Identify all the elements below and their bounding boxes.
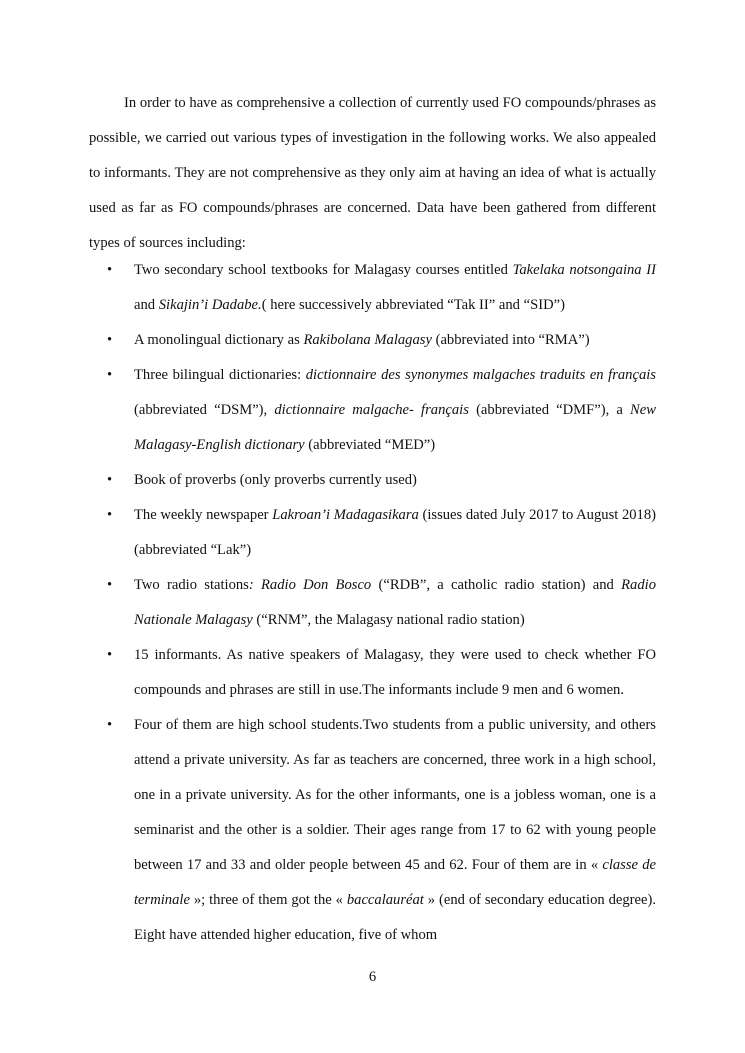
text-run: Two secondary school textbooks for Malagasy courses entitled	[134, 262, 513, 278]
text-run: In order to have as comprehensive a collection of currently used FO compounds/phrases as possible, we carried out various types of investigation in the following works. We also appealed to informants. They are not comprehensive as they only aim at having an idea of what is actually used as far as FO compounds/phrases are concerned. Data have been gathered from different types of sources including:	[89, 95, 656, 251]
list-item-text	[134, 717, 656, 943]
text-run: (“RDB”, a catholic radio station) and	[371, 577, 622, 593]
list-item	[89, 498, 656, 568]
italic-text: baccalauréat	[346, 892, 424, 908]
bullet-icon: •	[107, 367, 113, 383]
list-item	[89, 708, 656, 953]
page-number: 6	[368, 969, 377, 985]
list-item	[89, 323, 656, 358]
intro-paragraph	[89, 86, 656, 261]
italic-text: Sikajin’i Dadabe.	[158, 297, 262, 313]
list-item-text	[134, 472, 417, 488]
bullet-icon: •	[107, 262, 113, 278]
text-run: (issues dated July 2017 to August 2018) (abbreviated “Lak”)	[134, 507, 656, 558]
italic-text: Takelaka notsongaina II	[512, 262, 656, 278]
list-item	[89, 638, 656, 708]
italic-text: Rakibolana Malagasy	[303, 332, 432, 348]
list-item-text	[134, 507, 656, 558]
text-run: (abbreviated into “RMA”)	[431, 332, 590, 348]
bullet-icon: •	[107, 332, 113, 348]
text-run: (abbreviated “DSM”),	[134, 402, 275, 418]
italic-text: : Radio Don Bosco	[248, 577, 372, 593]
text-run: The weekly newspaper	[134, 507, 273, 523]
bullet-icon: •	[107, 717, 113, 733]
italic-text: classe de terminale	[134, 857, 656, 908]
list-item	[89, 463, 656, 498]
italic-text: dictionnaire malgache- français	[274, 402, 469, 418]
list-item-text	[134, 332, 590, 348]
list-item-text	[134, 367, 656, 453]
list-item-text	[134, 647, 656, 698]
bullet-icon: •	[107, 507, 113, 523]
list-item-text	[134, 577, 656, 628]
list-item	[89, 253, 656, 323]
text-run: (abbreviated “DMF”), a	[468, 402, 631, 418]
list-item	[89, 568, 656, 638]
bullet-icon: •	[107, 472, 113, 488]
italic-text: Radio Nationale Malagasy	[134, 577, 657, 628]
bullet-icon: •	[107, 577, 113, 593]
text-run: A monolingual dictionary as	[134, 332, 304, 348]
italic-text: dictionnaire des synonymes malgaches traduits en français	[305, 367, 656, 383]
list-item-text	[134, 262, 656, 313]
text-run: Four of them are high school students.Two students from a public university, and others attend a private university. As far as teachers are concerned, three work in a high school, one in a private university. As for the other informants, one is a jobless woman, one is a seminarist and the other is a soldier. Their ages range from 17 to 62 with young people between 17 and 33 and older people between 45 and 62. Four of them are in «	[134, 717, 656, 873]
text-run: Two radio stations	[134, 577, 249, 593]
text-run: ( here successively abbreviated “Tak II” and “SID”)	[261, 297, 565, 313]
source-list	[89, 253, 656, 953]
text-run: and	[134, 297, 159, 313]
text-run: (“RNM”, the Malagasy national radio station)	[252, 612, 525, 628]
text-run: » (end of secondary education degree). Eight have attended higher education, five of whom	[134, 892, 656, 943]
text-run: 15 informants. As native speakers of Malagasy, they were used to check whether FO compounds and phrases are still in use.The informants include 9 men and 6 women.	[134, 647, 656, 698]
text-run: Book of proverbs (only proverbs currently used)	[134, 472, 417, 488]
text-run: (abbreviated “MED”)	[304, 437, 436, 453]
italic-text: New Malagasy-English dictionary	[134, 402, 656, 453]
text-run: »; three of them got the «	[189, 892, 347, 908]
bullet-icon: •	[107, 647, 113, 663]
italic-text: Lakroan’i Madagasikara	[272, 507, 419, 523]
list-item	[89, 358, 656, 463]
text-run: Three bilingual dictionaries:	[134, 367, 306, 383]
